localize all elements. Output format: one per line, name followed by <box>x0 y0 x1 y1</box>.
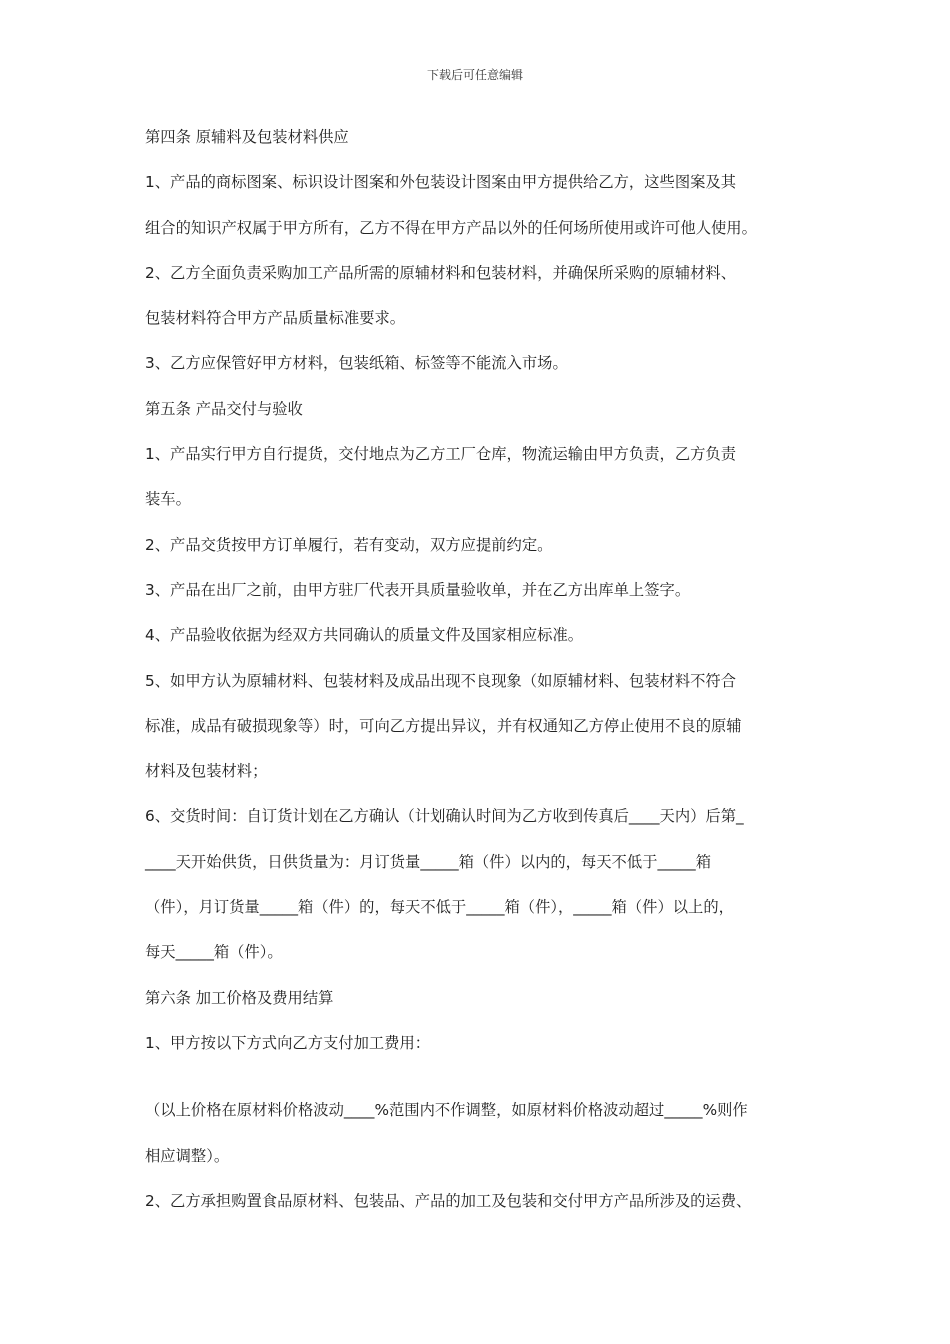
paragraph-line: 组合的知识产权属于甲方所有，乙方不得在甲方产品以外的任何场所使用或许可他人使用。 <box>145 218 757 237</box>
section-heading-6: 第六条 加工价格及费用结算 <box>145 988 334 1007</box>
paragraph-line: 1、产品的商标图案、标识设计图案和外包装设计图案由甲方提供给乙方，这些图案及其 <box>145 173 737 192</box>
paragraph-line: 相应调整）。 <box>145 1146 230 1165</box>
paragraph-line: （件），月订货量_____箱（件）的，每天不低于_____箱（件），_____箱（件）以上的， <box>145 898 734 917</box>
section-heading-5: 第五条 产品交付与验收 <box>145 399 303 418</box>
document-body <box>145 122 810 1231</box>
paragraph-line: 每天_____箱（件）。 <box>145 943 283 962</box>
paragraph-line: 标准，成品有破损现象等）时，可向乙方提出异议，并有权通知乙方停止使用不良的原辅 <box>145 716 742 735</box>
paragraph-line: 1、甲方按以下方式向乙方支付加工费用： <box>145 1033 431 1052</box>
paragraph-line: 2、产品交货按甲方订单履行，若有变动，双方应提前约定。 <box>145 535 553 554</box>
paragraph-line: 1、产品实行甲方自行提货，交付地点为乙方工厂仓库，物流运输由甲方负责，乙方负责 <box>145 445 737 464</box>
paragraph-line: 3、乙方应保管好甲方材料，包装纸箱、标签等不能流入市场。 <box>145 354 568 373</box>
section-heading-4: 第四条 原辅料及包装材料供应 <box>145 128 349 146</box>
paragraph-line: 5、如甲方认为原辅材料、包装材料及成品出现不良现象（如原辅材料、包装材料不符合 <box>145 671 737 690</box>
paragraph-line: 包装材料符合甲方产品质量标准要求。 <box>145 309 406 328</box>
paragraph-line: 4、产品验收依据为经双方共同确认的质量文件及国家相应标准。 <box>145 626 584 645</box>
paragraph-line: （以上价格在原材料价格波动____%范围内不作调整，如原材料价格波动超过_____%则作 <box>145 1101 748 1120</box>
page-header: 下载后可任意编辑 <box>426 68 523 82</box>
paragraph-line: ____天开始供货，日供货量为：月订货量_____箱（件）以内的，每天不低于_____箱 <box>145 852 711 871</box>
paragraph-line: 2、乙方承担购置食品原材料、包装品、产品的加工及包装和交付甲方产品所涉及的运费、 <box>145 1191 752 1210</box>
paragraph-line: 2、乙方全面负责采购加工产品所需的原辅材料和包装材料，并确保所采购的原辅材料、 <box>145 263 737 282</box>
paragraph-line: 材料及包装材料； <box>145 762 268 781</box>
paragraph-line: 3、产品在出厂之前，由甲方驻厂代表开具质量验收单，并在乙方出库单上签字。 <box>145 580 691 599</box>
paragraph-line: 装车。 <box>145 490 191 509</box>
paragraph-line: 6、交货时间：自订货计划在乙方确认（计划确认时间为乙方收到传真后____天内）后第_ <box>145 807 744 826</box>
